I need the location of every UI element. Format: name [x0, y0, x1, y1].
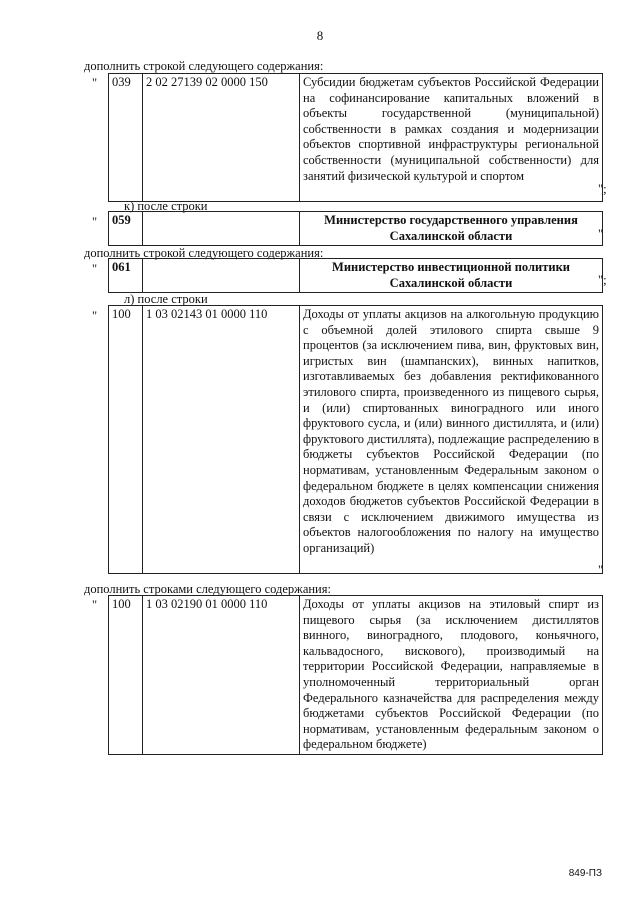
quote-open: ": [92, 262, 98, 276]
table-row-061: [108, 258, 603, 293]
cell-kbk: [143, 259, 300, 293]
cell-code: 059: [109, 212, 143, 246]
quote-close: ";: [598, 273, 607, 287]
cell-code: 100: [109, 306, 143, 574]
quote-close: ": [598, 563, 604, 577]
cell-kbk: 1 03 02143 01 0000 110: [143, 306, 300, 574]
quote-close: ": [598, 227, 604, 241]
cell-code: 100: [109, 596, 143, 755]
quote-open: ": [92, 215, 98, 229]
quote-open: ": [92, 309, 98, 323]
page-number: 8: [316, 28, 324, 43]
instruction-add-rows: дополнить строками следующего содержания:: [84, 582, 331, 596]
instruction-after-row-l: л) после строки: [124, 292, 208, 306]
cell-description: Доходы от уплаты акцизов на этиловый спирт из пищевого сырья (за исключением дистиллятов винного, виноградного, плодового, коньячного, кальвадосного, вискового), производимый на территории Российской Федерации, направляемые в уполномоченный территориальный орган Федерального казначейства для распределения между бюджетами субъектов Российской Федерации (по нормативам, установленным федеральным законом о федеральном бюджете): [300, 596, 603, 755]
table-row-100-a: [108, 305, 603, 574]
instruction-after-row-k: к) после строки: [124, 199, 208, 213]
cell-code: 039: [109, 74, 143, 202]
cell-description: Доходы от уплаты акцизов на алкогольную продукцию с объемной долей этилового спирта свыше 9 процентов (за исключением пива, вин, фруктовых вин, игристых вин (шампанских), винных напитков, изготавливаемых без добавления ректификованного этилового спирта, произведенного из пищевого сырья, и (или) спиртованных виноградного или иного фруктового сусла, и (или) винного дистиллята, и (или) фруктового дистиллята), подлежащие распределению в бюджеты субъектов Российской Федерации (по нормативам, установленным Федеральным законом о федеральном бюджете в целях компенсации снижения доходов бюджетов субъектов Российской Федерации в связи с исключением движимого имущества из объектов налогообложения по налогу на имущество организаций): [300, 306, 603, 574]
table-row-100-b: [108, 595, 603, 755]
quote-open: ": [92, 598, 98, 612]
table-row-039: [108, 73, 603, 202]
cell-description: Министерство инвестиционной политики Сахалинской области: [300, 259, 603, 293]
cell-kbk: [143, 212, 300, 246]
footer-document-code: 849-ПЗ: [568, 868, 602, 879]
cell-kbk: 2 02 27139 02 0000 150: [143, 74, 300, 202]
table-row-059: [108, 211, 603, 246]
instruction-add-row-2: дополнить строкой следующего содержания:: [84, 246, 324, 260]
cell-code: 061: [109, 259, 143, 293]
cell-description: Министерство государственного управления Сахалинской области: [300, 212, 603, 246]
cell-description: Субсидии бюджетам субъектов Российской Федерации на софинансирование капитальных вложений в объекты государственной (муниципальной) собственности в рамках создания и модернизации объектов спортивной инфраструктуры региональной собственности (муниципальной собственности) для занятий физической культурой и спортом: [300, 74, 603, 202]
quote-open: ": [92, 76, 98, 90]
quote-close: ";: [598, 182, 607, 196]
cell-kbk: 1 03 02190 01 0000 110: [143, 596, 300, 755]
instruction-add-row: дополнить строкой следующего содержания:: [84, 59, 324, 73]
